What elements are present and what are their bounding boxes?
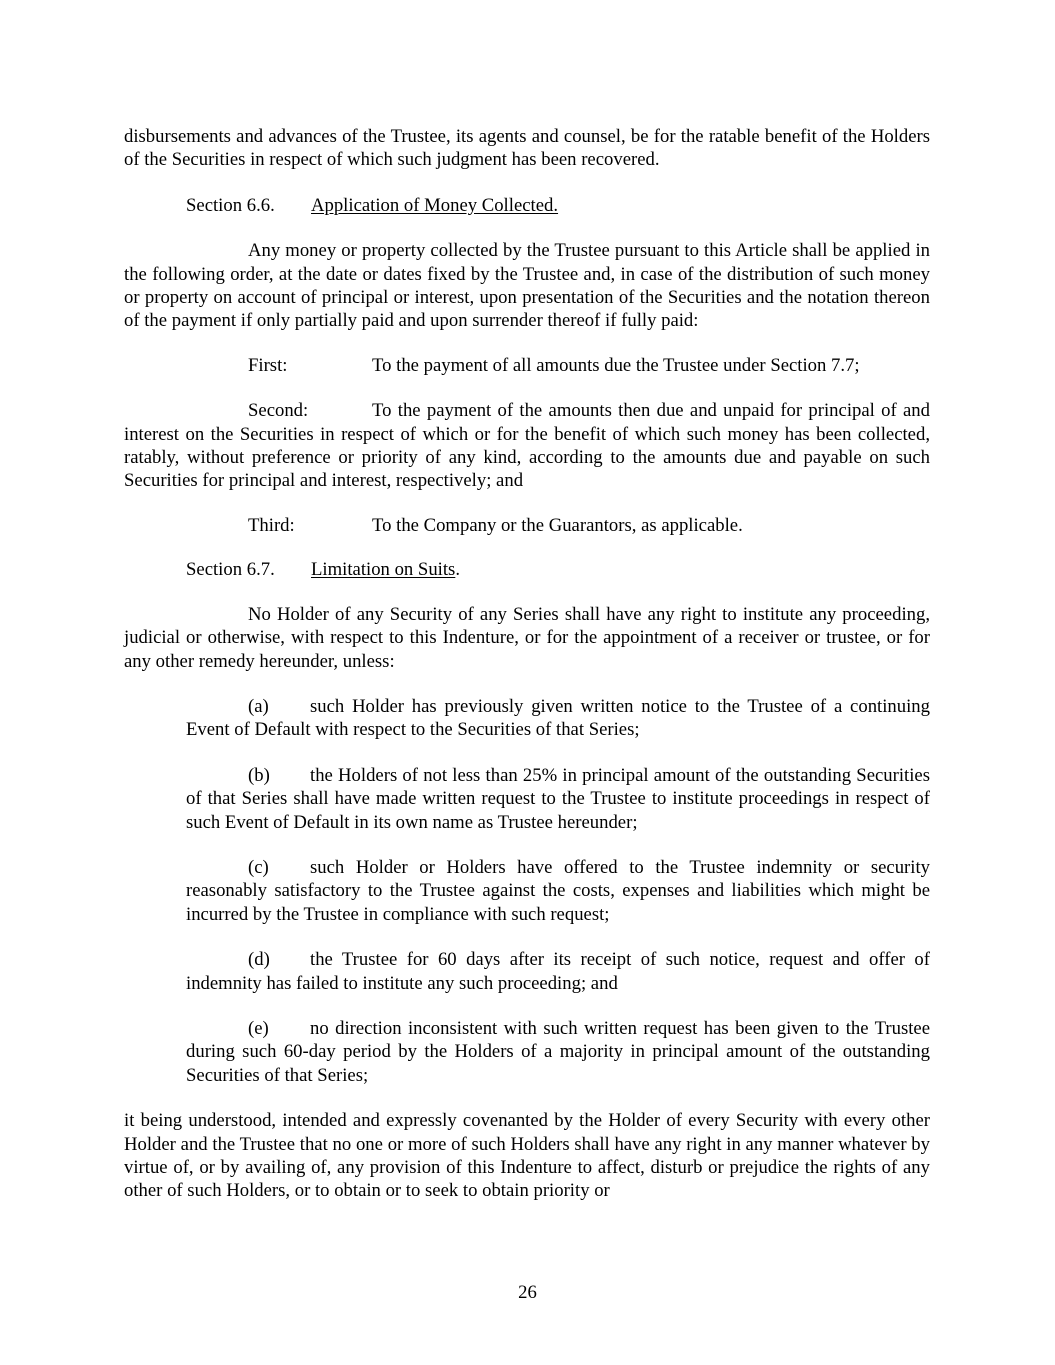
condition-c-text: such Holder or Holders have offered to the Trustee indemnity or security reasonably satisfactory to the Trustee against the costs, expenses and liabilities which might be incurred by the Trustee in compliance with such request; — [186, 856, 930, 925]
section-6-6-title: Application of Money Collected. — [311, 194, 559, 216]
condition-b — [186, 764, 930, 834]
condition-b-label: (b) — [248, 764, 270, 786]
section-6-7-number: Section 6.7. — [186, 559, 275, 581]
section-6-7-trailing: . — [455, 559, 460, 581]
document-page — [124, 125, 930, 1203]
section-6-7-intro: No Holder of any Security of any Series shall have any right to institute any proceeding, judicial or otherwise, with respect to this Indenture, or for the appointment of a receiver or trustee, or for any other remedy hereunder, unless: — [124, 603, 930, 672]
section-6-6-number: Section 6.6. — [186, 194, 275, 216]
condition-d-label: (d) — [248, 949, 270, 971]
priority-third-text: To the Company or the Guarantors, as applicable. — [372, 514, 743, 536]
priority-third — [248, 514, 930, 537]
condition-c — [186, 856, 930, 926]
priority-third-label: Third: — [248, 514, 295, 536]
condition-d — [186, 948, 930, 995]
section-6-7-title: Limitation on Suits — [311, 559, 456, 581]
condition-a-text: such Holder has previously given written notice to the Trustee of a continuing Event of Default with respect to the Securities of that Series; — [186, 695, 930, 741]
condition-d-text: the Trustee for 60 days after its receipt of such notice, request and offer of indemnity has failed to institute any such proceeding; and — [186, 949, 930, 994]
condition-b-text: the Holders of not less than 25% in principal amount of the outstanding Securities of that Series shall have made written request to the Trustee to institute proceedings in respect of such Event of Default in its own name as Trustee hereunder; — [186, 764, 930, 833]
section-6-6-intro: Any money or property collected by the Trustee pursuant to this Article shall be applied in the following order, at the date or dates fixed by the Trustee and, in case of the distribution of such money or property on account of principal or interest, upon presentation of the Securities and the notation thereon of the payment if only partially paid and upon surrender thereof if fully paid: — [124, 240, 930, 332]
section-6-6-heading — [186, 194, 930, 217]
priority-second-text: To the payment of the amounts then due and unpaid for principal of and interest on the Securities in respect of which or for the benefit of which such money has been collected, ratably, without preference or priority of any kind, according to the amounts due and payable on such Securities for principal and interest, respectively; and — [124, 400, 930, 492]
section-6-7-heading — [186, 558, 930, 581]
priority-second — [124, 399, 930, 493]
condition-e-label: (e) — [248, 1017, 269, 1039]
priority-first — [248, 354, 930, 377]
page-number: 26 — [518, 1282, 537, 1303]
priority-first-label: First: — [248, 354, 288, 376]
priority-first-text: To the payment of all amounts due the Trustee under Section 7.7; — [372, 354, 860, 376]
condition-c-label: (c) — [248, 856, 269, 878]
condition-e-text: no direction inconsistent with such written request has been given to the Trustee during such 60-day period by the Holders of a majority in principal amount of the outstanding Securities of that Series; — [186, 1017, 930, 1086]
condition-a — [186, 695, 930, 742]
condition-a-label: (a) — [248, 695, 269, 717]
priority-second-label: Second: — [248, 400, 309, 422]
condition-e — [186, 1017, 930, 1087]
closing-paragraph: it being understood, intended and expressly covenanted by the Holder of every Security with every other Holder and the Trustee that no one or more of such Holders shall have any right in any manner whatever by virtue of, or by availing of, any provision of this Indenture to affect, disturb or prejudice the rights of any other of such Holders, or to obtain or to seek to obtain priority or — [124, 1110, 930, 1202]
opening-paragraph: disbursements and advances of the Trustee, its agents and counsel, be for the ratable benefit of the Holders of the Securities in respect of which such judgment has been recovered. — [124, 126, 930, 171]
